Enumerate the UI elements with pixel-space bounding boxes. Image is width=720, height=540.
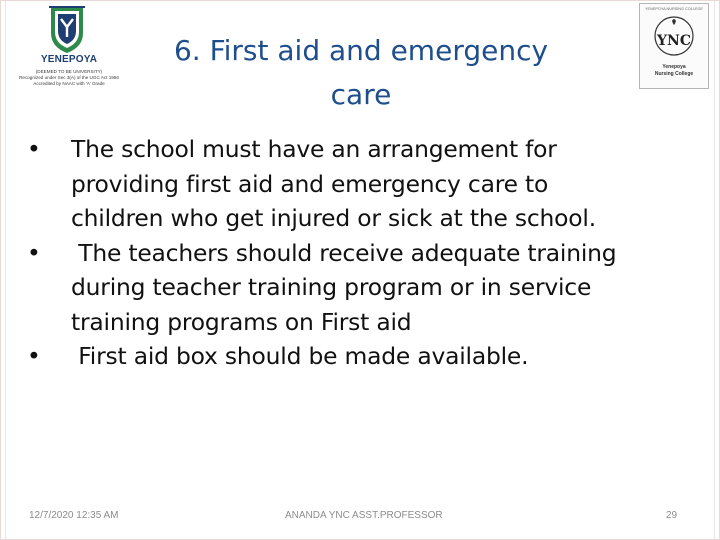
logo-caption-line: Recognized under Sec 3(A) of the UGC Act 1956 <box>19 75 119 80</box>
bullet-item <box>23 132 713 236</box>
bullet-line: First aid box should be made available. <box>71 342 529 370</box>
logo-subtitle-line: Nursing College <box>654 71 694 77</box>
yenepoya-university-logo <box>15 3 123 99</box>
right-margin-line <box>714 1 715 540</box>
nursing-lamp-emblem-icon <box>653 15 695 57</box>
bullet-line: The school must have an arrangement for <box>71 135 557 163</box>
logo-caption-line: Accredited by NAAC with 'A' Grade <box>33 81 105 86</box>
bullet-item <box>23 339 713 374</box>
bullet-line: The teachers should receive adequate training <box>71 238 617 267</box>
bullet-item <box>23 236 713 340</box>
footer-presenter: ANANDA YNC ASST.PROFESSOR <box>285 510 443 521</box>
logo-caption-line: (DEEMED TO BE UNIVERSITY) <box>35 69 103 74</box>
bullet-marker: • <box>27 238 41 267</box>
bullet-line: children who get injured or sick at the school. <box>71 204 596 232</box>
logo-top-text: YENEPOYA NURSING COLLEGE <box>645 7 703 11</box>
bullet-line: providing first aid and emergency care to <box>71 169 549 198</box>
footer-page-number: 29 <box>666 510 678 521</box>
bullet-marker: • <box>27 342 41 370</box>
slide-title <box>121 29 601 117</box>
yenepoya-nursing-college-logo <box>639 3 709 89</box>
left-margin-line <box>5 1 6 540</box>
bullet-line: training programs on First aid <box>71 307 412 336</box>
bullet-list <box>23 132 713 374</box>
logo-subtitle-line: Yenepoya <box>662 64 686 70</box>
footer-date: 12/7/2020 12:35 AM <box>29 510 119 521</box>
title-line-2: care <box>330 78 392 111</box>
title-line-1: 6. First aid and emergency <box>173 34 549 67</box>
ync-mark-text: YNC <box>657 33 691 49</box>
bullet-marker: • <box>27 135 41 163</box>
yenepoya-crest-icon <box>41 3 93 55</box>
logo-name: YENEPOYA <box>40 54 98 65</box>
bullet-line: during teacher training program or in service <box>71 273 592 301</box>
